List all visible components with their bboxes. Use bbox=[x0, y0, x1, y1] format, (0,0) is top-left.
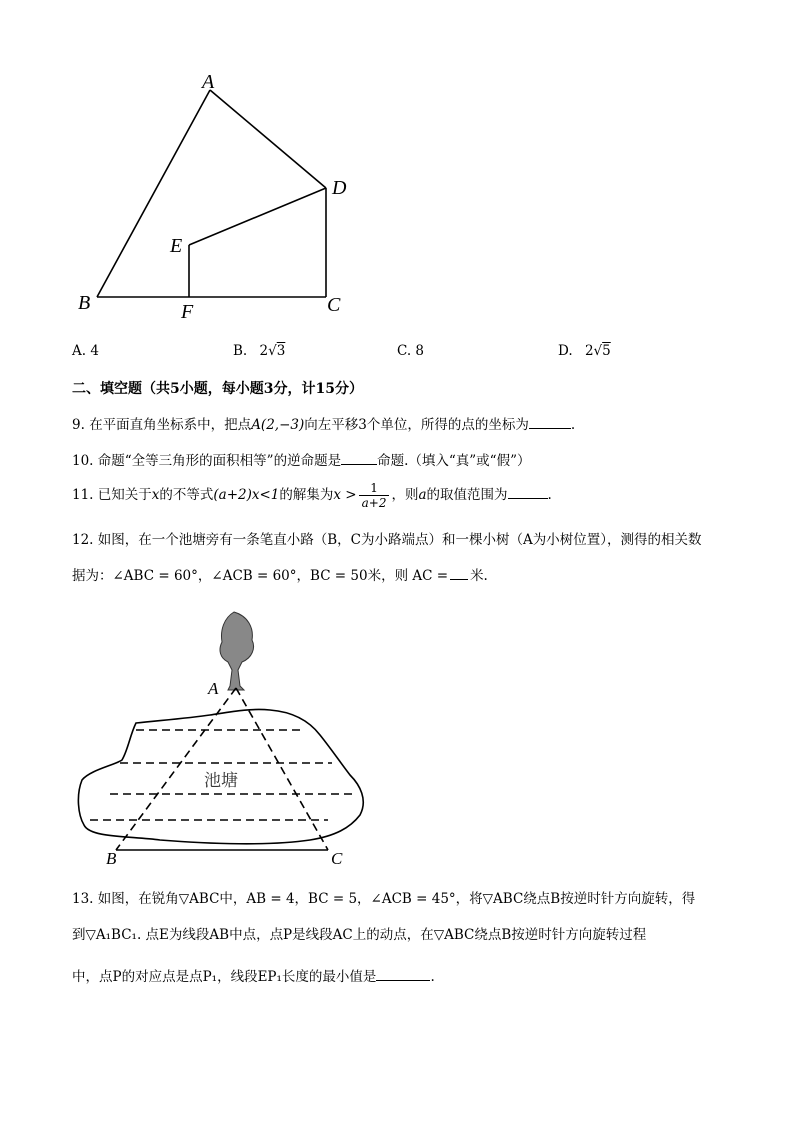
label-a: A bbox=[202, 71, 215, 93]
option-d-coef: 2 bbox=[584, 343, 594, 359]
q10-text-2: 命题.（填入“真”或“假”） bbox=[377, 453, 531, 469]
segment-ab bbox=[97, 90, 210, 297]
geometry-figure-abcdef bbox=[70, 65, 370, 327]
label-e: E bbox=[170, 235, 183, 257]
segment-de bbox=[189, 188, 326, 245]
tree-icon bbox=[220, 612, 254, 690]
pond-label: 池塘 bbox=[204, 771, 238, 791]
answer-blank-q9 bbox=[529, 416, 571, 429]
q11-frac-denominator: a+2 bbox=[361, 496, 387, 510]
option-b-prefix: B. bbox=[233, 343, 248, 359]
q9-number: 9. bbox=[72, 417, 85, 433]
q9-end: . bbox=[570, 417, 576, 433]
q9-text-1: 在平面直角坐标系中，把点 bbox=[89, 417, 252, 433]
question-13-line-3 bbox=[72, 967, 435, 987]
q13-text: 中，点P的对应点是点P₁，线段EP₁长度的最小值是 bbox=[72, 969, 377, 985]
option-b-radicand: 3 bbox=[276, 343, 286, 359]
q11-inequality: (a+2)x<1 bbox=[213, 487, 280, 503]
question-11 bbox=[72, 481, 552, 510]
question-13-line-2: 到▽A₁BC₁. 点E为线段AB中点，点P是线段AC上的动点，在▽ABC绕点B按逆时针方向旋转过程 bbox=[72, 927, 647, 943]
answer-blank-q11 bbox=[508, 486, 548, 499]
option-c: C. 8 bbox=[397, 343, 425, 359]
q11-text-3: 的解集为 bbox=[279, 487, 334, 503]
answer-blank-q12 bbox=[450, 567, 468, 580]
q11-end: . bbox=[547, 487, 552, 503]
q9-text-2: 向左平移3个单位，所得的点的坐标为 bbox=[304, 417, 529, 433]
question-10 bbox=[72, 451, 530, 471]
option-b bbox=[233, 343, 285, 359]
q11-text-4: ，则 bbox=[391, 487, 419, 503]
segment-ab-dashed bbox=[116, 688, 236, 850]
q11-var-a: a bbox=[418, 487, 427, 503]
label-d: D bbox=[332, 177, 347, 199]
label-b: B bbox=[78, 292, 91, 314]
option-d-prefix: D. bbox=[558, 343, 573, 359]
q11-text-1: 11. 已知关于 bbox=[72, 487, 152, 503]
answer-blank-q13 bbox=[376, 968, 430, 981]
q11-gt: x > bbox=[333, 487, 357, 503]
option-d bbox=[558, 343, 611, 359]
label-f: F bbox=[181, 301, 194, 323]
question-13-line-1: 13. 如图，在锐角▽ABC中，AB = 4，BC = 5，∠ACB = 45°，将▽ABC绕点B按逆时针方向旋转，得 bbox=[72, 891, 696, 907]
label-a: A bbox=[208, 679, 219, 698]
pond-figure bbox=[70, 600, 380, 870]
option-a: A. 4 bbox=[72, 343, 99, 359]
q11-fraction bbox=[359, 481, 390, 510]
q11-text-2: 的不等式 bbox=[159, 487, 214, 503]
q11-text-5: 的取值范围为 bbox=[426, 487, 508, 503]
q12-text-a: 据为：∠ABC = 60°，∠ACB = 60°，BC = 50米，则 AC = bbox=[72, 568, 449, 584]
q13-end: . bbox=[430, 969, 435, 985]
question-12-line-1: 12. 如图，在一个池塘旁有一条笔直小路（B，C为小路端点）和一棵小树（A为小树位置），测得的相关数 bbox=[72, 532, 702, 548]
q9-math: A(2,−3) bbox=[251, 417, 305, 433]
label-c: C bbox=[331, 849, 343, 868]
question-9 bbox=[72, 415, 575, 435]
radical-sign-icon: √ bbox=[268, 343, 277, 359]
option-d-radicand: 5 bbox=[602, 343, 611, 359]
label-c: C bbox=[327, 294, 341, 316]
option-b-coef: 2 bbox=[259, 343, 269, 359]
answer-blank-q10 bbox=[341, 452, 377, 465]
segment-ad bbox=[210, 90, 326, 188]
section-heading: 二、填空题（共5小题，每小题3分，计15分） bbox=[72, 381, 363, 397]
label-b: B bbox=[106, 849, 117, 868]
q12-text-b: 米. bbox=[470, 568, 488, 584]
q10-text-1: 10. 命题“全等三角形的面积相等”的逆命题是 bbox=[72, 453, 342, 469]
radical-sign-icon: √ bbox=[593, 343, 603, 359]
q11-frac-numerator: 1 bbox=[359, 481, 390, 496]
question-12-line-2 bbox=[72, 566, 488, 586]
q11-var-x: x bbox=[151, 487, 160, 503]
